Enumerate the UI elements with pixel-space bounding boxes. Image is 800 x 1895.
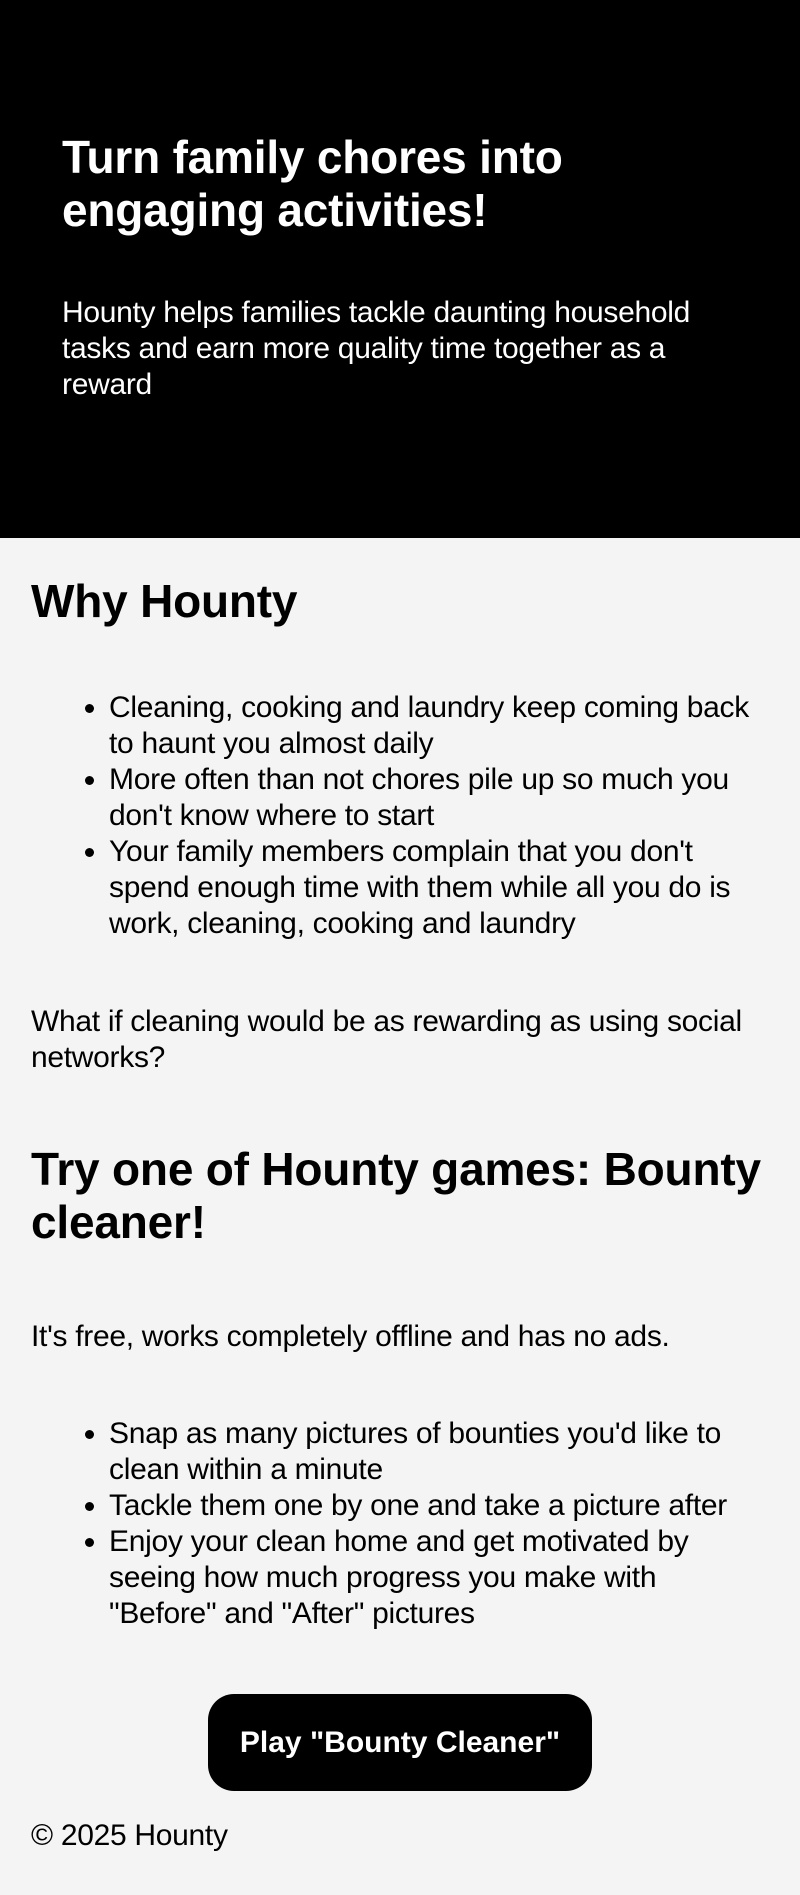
list-item: • Tackle them one by one and take a picture after (109, 1488, 769, 1524)
list-item: • Snap as many pictures of bounties you'd like to clean within a minute (109, 1416, 769, 1488)
list-item: • Cleaning, cooking and laundry keep coming back to haunt you almost daily (109, 690, 769, 762)
games-section (31, 1143, 769, 1791)
list-item: • More often than not chores pile up so much you don't know where to start (109, 762, 769, 834)
games-title: Try one of Hounty games: Bounty cleaner! (31, 1143, 761, 1248)
game-steps-list (31, 1416, 769, 1632)
hero-title: Turn family chores into engaging activities! (62, 131, 563, 236)
play-bounty-cleaner-button[interactable]: Play "Bounty Cleaner" (208, 1694, 592, 1791)
question-text: What if cleaning would be as rewarding as using social networks? (31, 1005, 742, 1074)
cta-container (31, 1694, 769, 1791)
main-content (0, 538, 800, 1791)
footer-copyright: © 2025 Hounty (31, 1819, 228, 1852)
hero-section (0, 0, 800, 538)
hero-subtitle: Hounty helps families tackle daunting household tasks and earn more quality time together as a reward (62, 296, 690, 401)
why-list (31, 690, 769, 942)
games-intro: It's free, works completely offline and has no ads. (31, 1320, 670, 1353)
list-item: • Enjoy your clean home and get motivated by seeing how much progress you make with "Before" and "After" pictures (109, 1524, 769, 1632)
why-title: Why Hounty (31, 575, 298, 627)
why-section (31, 575, 769, 1076)
list-item: • Your family members complain that you don't spend enough time with them while all you do is work, cleaning, cooking and laundry (109, 834, 769, 942)
